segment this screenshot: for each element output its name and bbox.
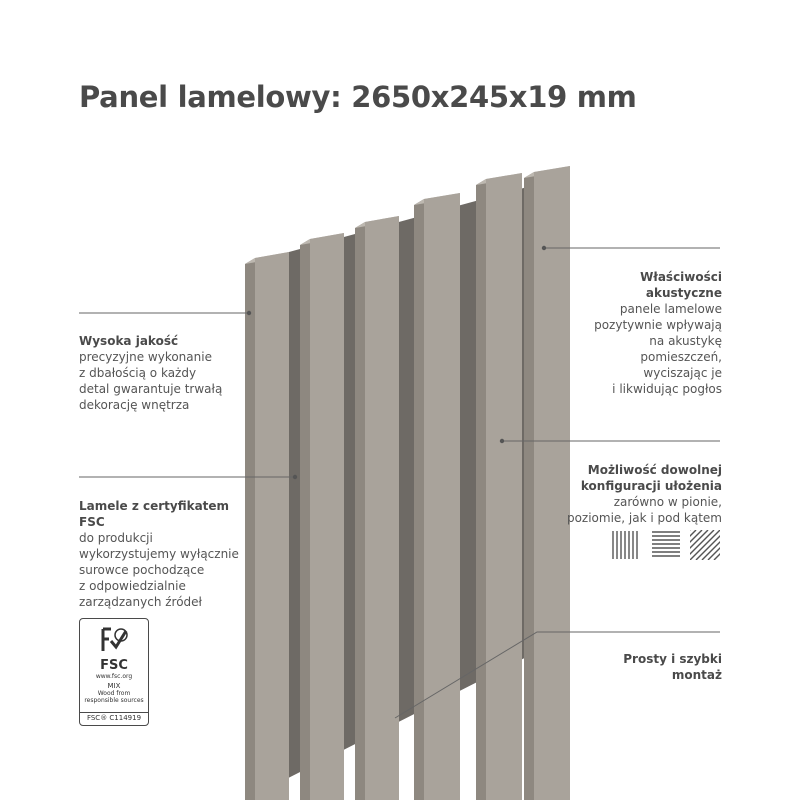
slat-face [255, 252, 289, 800]
acoustic-line: wyciszając je [643, 366, 722, 380]
acoustic-heading-line2: akustyczne [645, 286, 722, 300]
slat-face [310, 233, 344, 800]
vertical-stripes-icon [611, 530, 641, 560]
page-title: Panel lamelowy: 2650x245x19 mm [79, 80, 637, 114]
slat-side [414, 199, 424, 800]
slat-face [365, 216, 399, 800]
quality-line: dekorację wnętrza [79, 398, 190, 412]
quality-pointer-dot [247, 311, 251, 315]
quality-heading: Wysoka jakość [79, 334, 179, 348]
slat-side [524, 172, 534, 800]
fsc-heading-line2: FSC [79, 515, 105, 529]
fsc-line: do produkcji [79, 531, 153, 545]
acoustic-line: i likwidując pogłos [612, 382, 722, 396]
config-pointer-dot [500, 439, 504, 443]
slat-face [486, 173, 522, 800]
fsc-heading-line1: Lamele z certyfikatem [79, 499, 230, 513]
slat-face [424, 193, 460, 800]
acoustic-line: panele lamelowe [619, 302, 722, 316]
fsc-logo-code: FSC® C114919 [80, 712, 148, 722]
fsc-logo-name: FSC [100, 658, 128, 673]
slat-side [245, 258, 255, 800]
fsc-logo-mix: MIX [107, 682, 121, 690]
slat-side [300, 239, 310, 800]
diagonal-stripes-icon [690, 530, 720, 560]
config-line: poziomie, jak i pod kątem [566, 511, 722, 525]
fsc-line: z odpowiedzialnie [79, 579, 186, 593]
slat-side [355, 222, 365, 800]
quality-feature [79, 333, 222, 413]
acoustic-feature [594, 269, 722, 397]
fsc-line: wykorzystujemy wyłącznie [79, 547, 239, 561]
fsc-logo-url: www.fsc.org [95, 673, 133, 680]
fsc-tree-check-icon [97, 625, 131, 655]
fsc-logo-source-line1: Wood from [97, 690, 131, 697]
mounting-feature [623, 651, 722, 683]
config-heading-line2: konfiguracji ułożenia [580, 479, 722, 493]
config-heading-line1: Możliwość dowolnej [587, 463, 722, 477]
fsc-logo-source-line2: responsible sources [84, 697, 144, 704]
quality-line: detal gwarantuje trwałą [79, 382, 223, 396]
horizontal-stripes-icon [651, 530, 681, 560]
fsc-logo [79, 618, 149, 726]
config-feature [567, 462, 722, 526]
fsc-line: zarządzanych źródeł [79, 595, 202, 609]
acoustic-heading-line1: Właściwości [640, 270, 722, 284]
quality-line: precyzyjne wykonanie [79, 350, 212, 364]
fsc-feature [79, 498, 239, 610]
mounting-heading-line1: Prosty i szybki [623, 652, 722, 666]
fsc-line: surowce pochodzące [79, 563, 205, 577]
acoustic-line: pozytywnie wpływają [594, 318, 722, 332]
acoustic-line: na akustykę [649, 334, 722, 348]
slat-side [476, 179, 486, 800]
acoustic-pointer-dot [542, 246, 546, 250]
config-line: zarówno w pionie, [613, 495, 722, 509]
mounting-heading-line2: montaż [671, 668, 722, 682]
quality-line: z dbałością o każdy [79, 366, 197, 380]
slat-face [534, 166, 570, 800]
fsc-pointer-dot [293, 475, 297, 479]
acoustic-line: pomieszczeń, [640, 350, 722, 364]
